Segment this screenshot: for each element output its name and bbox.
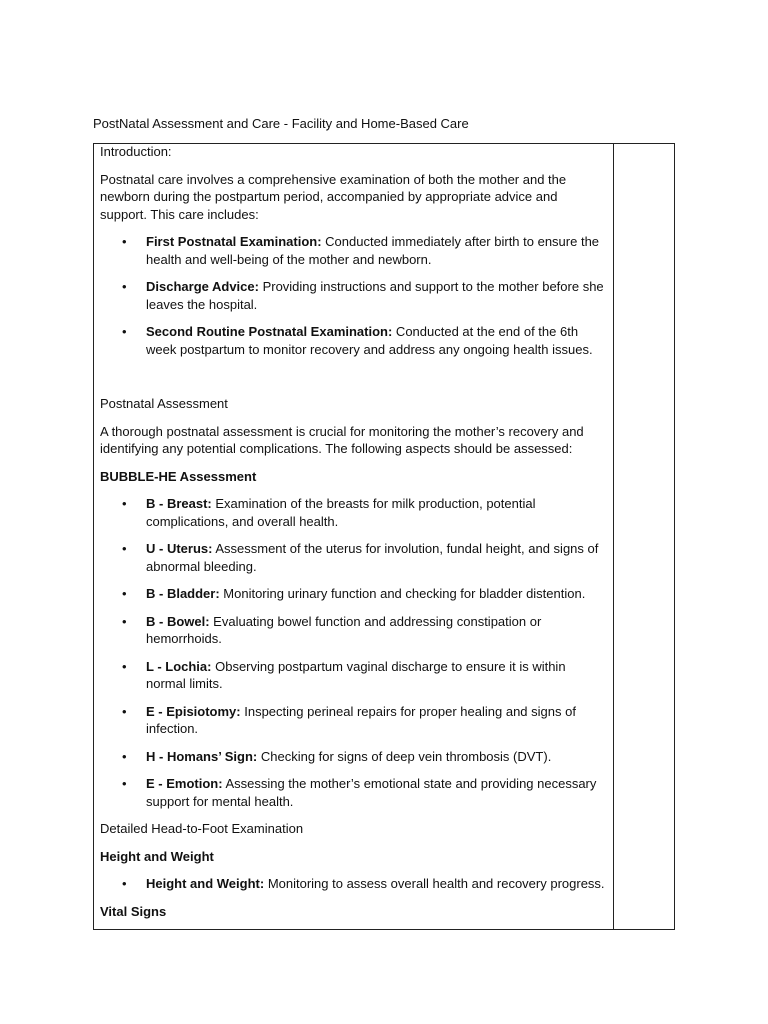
list-item — [100, 748, 606, 766]
list-item-term: Second Routine Postnatal Examination: — [146, 324, 393, 339]
list-item — [100, 613, 606, 648]
list-item — [100, 775, 606, 810]
list-item-text: Conducted immediately after birth to ensure the health and well-being of the mother and newborn. — [146, 234, 600, 267]
list-item-text: Monitoring urinary function and checking for bladder distention. — [219, 586, 586, 601]
list-item — [100, 703, 606, 738]
list-item-text: Assessing the mother’s emotional state and providing necessary support for mental health. — [146, 776, 597, 809]
list-item-term: E - Emotion: — [146, 776, 223, 791]
list-item — [100, 875, 606, 893]
list-item — [100, 658, 606, 693]
list-item-term: E - Episiotomy: — [146, 703, 241, 719]
list-item-text: Examination of the breasts for milk production, potential complications, and overall health. — [146, 496, 536, 529]
list-item-text: Assessment of the uterus for involution, fundal height, and signs of abnormal bleeding. — [146, 541, 599, 574]
height-weight-list — [100, 875, 606, 893]
list-item — [100, 585, 606, 603]
list-item-text: Checking for signs of deep vein thrombosis (DVT). — [257, 748, 552, 764]
list-item-text: Monitoring to assess overall health and recovery progress. — [264, 876, 605, 891]
list-item-term: Height and Weight: — [146, 876, 265, 891]
intro-heading: Introduction: — [100, 144, 172, 159]
table-column-divider — [613, 143, 614, 930]
bubble-he-heading: BUBBLE-HE Assessment — [100, 468, 257, 484]
intro-paragraph: Postnatal care involves a comprehensive examination of both the mother and the newborn during the postpartum period, accompanied by appropriate advice and support. This care includes: — [100, 171, 567, 222]
list-item-term: First Postnatal Examination: — [146, 234, 322, 249]
list-item-term: B - Bowel: — [146, 613, 210, 629]
list-item — [100, 323, 606, 358]
list-item-term: Discharge Advice: — [146, 279, 259, 294]
bubble-he-list — [100, 495, 606, 810]
assessment-heading: Postnatal Assessment — [100, 396, 228, 411]
list-item — [100, 233, 606, 268]
list-item-text: Conducted at the end of the 6th week postpartum to monitor recovery and address any ongoing health issues. — [146, 324, 593, 357]
list-item — [100, 540, 606, 575]
list-item-text: Providing instructions and support to the mother before she leaves the hospital. — [146, 279, 604, 312]
assessment-paragraph: A thorough postnatal assessment is crucial for monitoring the mother’s recovery and identifying any potential complications. The following aspects should be assessed: — [100, 423, 584, 456]
height-weight-heading: Height and Weight — [100, 848, 214, 864]
list-item-term: B - Breast: — [146, 496, 212, 511]
list-item-term: L - Lochia: — [146, 658, 212, 674]
list-item-term: U - Uterus: — [146, 541, 213, 556]
list-item — [100, 278, 606, 313]
document-title: PostNatal Assessment and Care - Facility and Home-Based Care — [93, 116, 469, 131]
head-to-foot-heading: Detailed Head-to-Foot Examination — [100, 821, 304, 836]
table-content-cell — [100, 143, 606, 920]
list-item-term: B - Bladder: — [146, 586, 220, 601]
list-item-text: Evaluating bowel function and addressing constipation or hemorrhoids. — [146, 613, 542, 646]
vital-signs-heading: Vital Signs — [100, 903, 167, 919]
list-item-text: Observing postpartum vaginal discharge to ensure it is within normal limits. — [146, 658, 566, 691]
list-item — [100, 495, 606, 530]
list-item-term: H - Homans’ Sign: — [146, 748, 258, 764]
intro-list — [100, 233, 606, 358]
list-item-text: Inspecting perineal repairs for proper healing and signs of infection. — [146, 703, 576, 736]
